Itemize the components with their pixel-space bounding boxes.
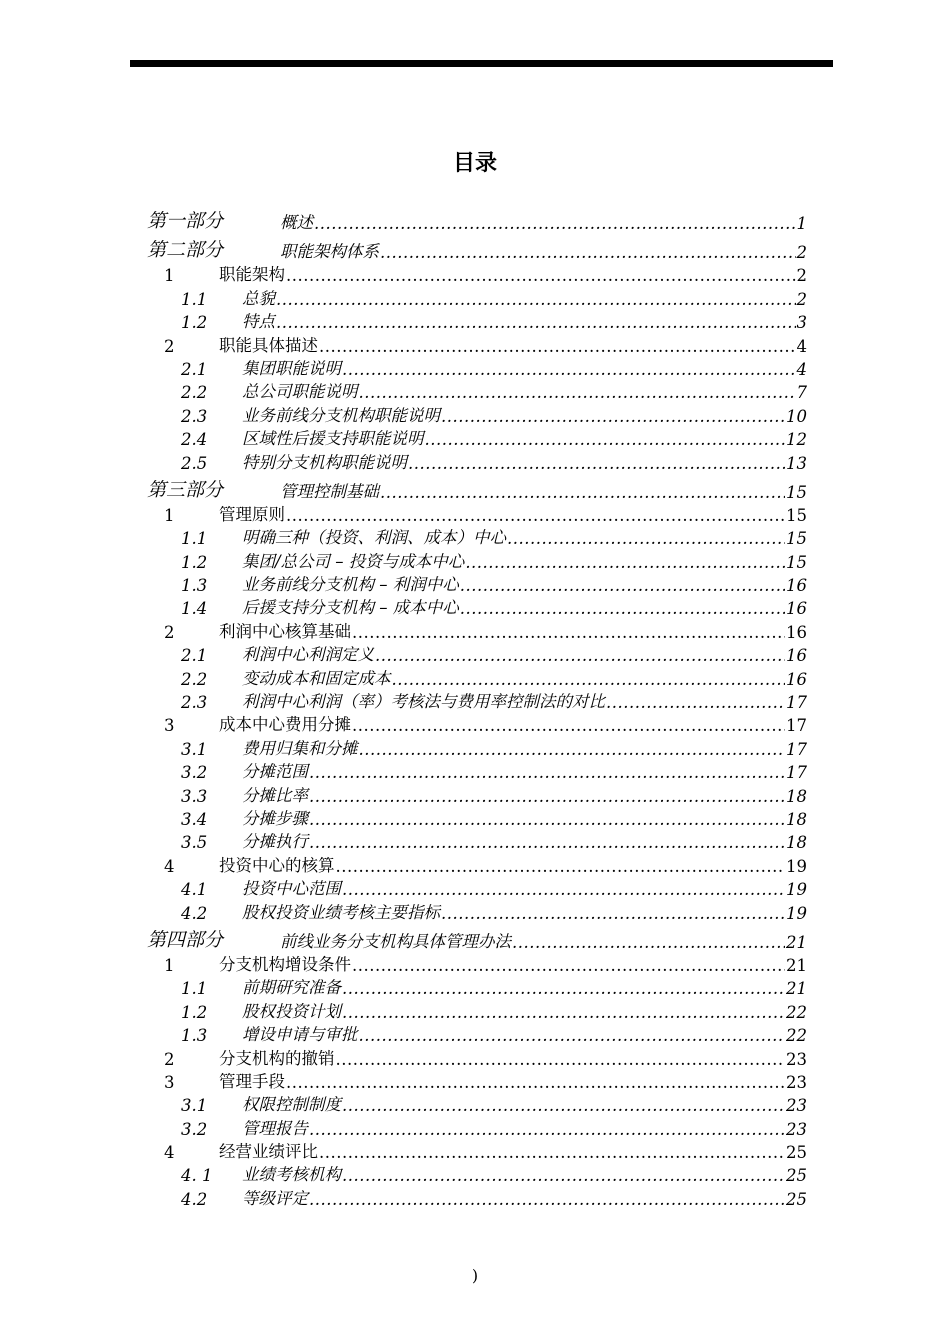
toc-entry[interactable] xyxy=(147,525,807,548)
toc-entry[interactable] xyxy=(147,595,807,618)
toc-entry[interactable] xyxy=(147,998,807,1021)
toc-entry-number: 4. 1 xyxy=(181,1166,213,1186)
toc-entry[interactable] xyxy=(147,379,807,402)
toc-entry-page: 4 xyxy=(796,359,807,379)
toc-entry-number: 1 xyxy=(164,505,175,525)
toc-entry-number: 1 xyxy=(164,266,175,286)
toc-leader-dots xyxy=(286,1073,785,1092)
toc-entry-number: 2.4 xyxy=(181,430,208,450)
toc-entry-number: 1.2 xyxy=(181,313,208,333)
toc-entry-title: 经营业绩评比 xyxy=(219,1142,318,1162)
toc-entry[interactable] xyxy=(147,262,807,285)
toc-entry-number: 4.2 xyxy=(181,903,208,923)
toc-leader-dots xyxy=(276,313,796,332)
toc-entry[interactable] xyxy=(147,502,807,525)
toc-entry-number: 4 xyxy=(164,856,175,876)
toc-entry-title: 业绩考核机构 xyxy=(242,1165,341,1185)
toc-entry-title: 分摊范围 xyxy=(242,762,308,782)
toc-entry[interactable] xyxy=(147,572,807,595)
toc-leader-dots xyxy=(352,623,785,642)
toc-entry[interactable] xyxy=(147,233,807,262)
toc-entry-page: 22 xyxy=(786,1002,807,1022)
toc-entry-title: 职能具体描述 xyxy=(219,335,318,355)
toc-entry-title: 变动成本和固定成本 xyxy=(242,668,391,688)
page-title: 目录 xyxy=(452,151,497,176)
toc-entry-title: 利润中心核算基础 xyxy=(219,621,351,641)
toc-entry-page: 15 xyxy=(786,482,807,502)
toc-leader-dots xyxy=(507,529,785,548)
toc-entry[interactable] xyxy=(147,829,807,852)
toc-entry-number: 2 xyxy=(164,1049,175,1069)
toc-leader-dots xyxy=(309,787,785,806)
page-footer: ) xyxy=(471,1266,479,1285)
toc-entry-number: 4.1 xyxy=(181,880,208,900)
toc-entry-number: 2.1 xyxy=(181,646,208,666)
toc-entry-page: 15 xyxy=(786,529,807,549)
toc-entry-number: 2.1 xyxy=(181,359,208,379)
toc-entry-title: 管理原则 xyxy=(219,504,285,524)
toc-entry-title: 投资中心的核算 xyxy=(219,855,335,875)
toc-entry-title: 管理报告 xyxy=(242,1118,308,1138)
toc-entry-number: 2.3 xyxy=(181,693,208,713)
toc-entry-number: 第一部分 xyxy=(147,210,224,232)
toc-entry[interactable] xyxy=(147,1069,807,1092)
toc-leader-dots xyxy=(276,290,796,309)
toc-leader-dots xyxy=(342,979,785,998)
toc-entry[interactable] xyxy=(147,1115,807,1138)
toc-entry-title: 管理控制基础 xyxy=(280,481,379,501)
toc-leader-dots xyxy=(342,1003,785,1022)
toc-entry-page: 23 xyxy=(786,1072,807,1092)
toc-entry-page: 2 xyxy=(796,243,807,262)
toc-entry-number: 1.3 xyxy=(181,1026,208,1046)
toc-entry-page: 18 xyxy=(786,786,807,806)
toc-leader-dots xyxy=(309,810,785,829)
toc-leader-dots xyxy=(408,454,785,473)
toc-entry-number: 3.2 xyxy=(181,763,208,783)
toc-entry-title: 管理手段 xyxy=(219,1071,285,1091)
toc-entry[interactable] xyxy=(147,1022,807,1045)
toc-entry-title: 职能架构 xyxy=(219,265,285,285)
toc-leader-dots xyxy=(342,1096,785,1115)
toc-entry-title: 费用归集和分摊 xyxy=(242,738,358,758)
toc-entry[interactable] xyxy=(147,1092,807,1115)
toc-entry-title: 前线业务分支机构具体管理办法 xyxy=(280,931,511,951)
toc-entry-number: 3.1 xyxy=(181,739,208,759)
toc-entry-title: 特别分支机构职能说明 xyxy=(242,452,407,472)
toc-leader-dots xyxy=(392,670,786,689)
toc-entry-page: 1 xyxy=(796,214,807,233)
toc-leader-dots xyxy=(512,933,785,952)
toc-entry-title: 分支机构的撤销 xyxy=(219,1048,335,1068)
toc-entry-page: 19 xyxy=(786,856,807,876)
toc-entry[interactable] xyxy=(147,1185,807,1208)
toc-leader-dots xyxy=(441,904,785,923)
toc-leader-dots xyxy=(352,956,785,975)
toc-entry-page: 16 xyxy=(786,669,807,689)
toc-leader-dots xyxy=(375,646,785,665)
toc-entry[interactable] xyxy=(147,473,807,502)
toc-leader-dots xyxy=(359,1026,786,1045)
toc-leader-dots xyxy=(359,383,796,402)
toc-entry[interactable] xyxy=(147,1045,807,1068)
table-of-contents xyxy=(147,204,807,1209)
toc-entry-title: 增设申请与审批 xyxy=(242,1025,358,1045)
toc-entry[interactable] xyxy=(147,285,807,308)
toc-entry-title: 分摊步骤 xyxy=(242,808,308,828)
toc-entry-title: 职能架构体系 xyxy=(280,242,379,261)
toc-entry-number: 1.1 xyxy=(181,979,208,999)
toc-entry-number: 2.3 xyxy=(181,406,208,426)
toc-leader-dots xyxy=(286,266,796,285)
toc-entry-title: 特点 xyxy=(242,312,275,332)
toc-entry-page: 25 xyxy=(786,1189,807,1209)
toc-entry-title: 总公司职能说明 xyxy=(242,382,358,402)
toc-entry-number: 2.5 xyxy=(181,453,208,473)
toc-entry-page: 22 xyxy=(786,1026,807,1046)
toc-entry[interactable] xyxy=(147,618,807,641)
toc-entry-page: 15 xyxy=(786,552,807,572)
toc-entry[interactable] xyxy=(147,309,807,332)
toc-entry-title: 集团职能说明 xyxy=(242,358,341,378)
toc-entry-page: 12 xyxy=(786,430,807,450)
toc-leader-dots xyxy=(309,763,785,782)
toc-entry-page: 21 xyxy=(786,955,807,975)
toc-entry-number: 3.2 xyxy=(181,1119,208,1139)
toc-entry-page: 2 xyxy=(796,266,807,286)
toc-entry-number: 1.1 xyxy=(181,529,208,549)
toc-entry-number: 3 xyxy=(164,716,175,736)
toc-entry-page: 4 xyxy=(796,336,807,356)
toc-entry-page: 18 xyxy=(786,809,807,829)
toc-entry-number: 4 xyxy=(164,1143,175,1163)
toc-entry[interactable] xyxy=(147,665,807,688)
toc-entry-number: 第四部分 xyxy=(147,928,224,951)
toc-leader-dots xyxy=(314,214,796,233)
toc-entry-page: 23 xyxy=(786,1119,807,1139)
toc-leader-dots xyxy=(319,1143,785,1162)
toc-leader-dots xyxy=(336,857,786,876)
toc-entry[interactable] xyxy=(147,975,807,998)
toc-leader-dots xyxy=(460,576,785,595)
toc-entry-title: 业务前线分支机构职能说明 xyxy=(242,405,440,425)
toc-entry-page: 17 xyxy=(786,693,807,713)
toc-entry[interactable] xyxy=(147,332,807,355)
toc-leader-dots xyxy=(380,483,785,502)
toc-leader-dots xyxy=(286,506,785,525)
toc-leader-dots xyxy=(309,833,785,852)
toc-entry-title: 分摊比率 xyxy=(242,785,308,805)
toc-entry-page: 21 xyxy=(786,979,807,999)
toc-entry[interactable] xyxy=(147,204,807,233)
toc-entry-number: 3.5 xyxy=(181,833,208,853)
toc-leader-dots xyxy=(319,337,796,356)
toc-entry-title: 前期研究准备 xyxy=(242,978,341,998)
toc-entry-title: 后援支持分支机构 – 成本中心 xyxy=(242,598,459,618)
toc-entry[interactable] xyxy=(147,923,807,952)
toc-entry-page: 23 xyxy=(786,1096,807,1116)
toc-entry[interactable] xyxy=(147,759,807,782)
toc-entry-page: 7 xyxy=(796,383,807,403)
toc-entry[interactable] xyxy=(147,899,807,922)
toc-entry-title: 股权投资计划 xyxy=(242,1001,341,1021)
toc-entry[interactable] xyxy=(147,402,807,425)
toc-entry[interactable] xyxy=(147,1139,807,1162)
toc-entry-title: 集团/总公司 – 投资与成本中心 xyxy=(242,551,465,571)
toc-entry-title: 分摊执行 xyxy=(242,832,308,852)
toc-entry-page: 10 xyxy=(786,406,807,426)
toc-leader-dots xyxy=(336,1050,786,1069)
toc-entry-title: 成本中心费用分摊 xyxy=(219,715,351,735)
toc-leader-dots xyxy=(352,716,785,735)
toc-entry-page: 16 xyxy=(786,646,807,666)
toc-leader-dots xyxy=(465,553,785,572)
toc-entry-page: 17 xyxy=(786,739,807,759)
toc-entry-title: 业务前线分支机构 – 利润中心 xyxy=(242,575,459,595)
toc-entry-title: 分支机构增设条件 xyxy=(219,954,351,974)
toc-entry-number: 1.3 xyxy=(181,576,208,596)
toc-entry-number: 2.2 xyxy=(181,669,208,689)
toc-entry-page: 25 xyxy=(786,1143,807,1163)
toc-leader-dots xyxy=(309,1120,785,1139)
toc-entry[interactable] xyxy=(147,735,807,758)
toc-entry-page: 25 xyxy=(786,1166,807,1186)
toc-entry-number: 第二部分 xyxy=(147,239,224,261)
toc-entry[interactable] xyxy=(147,449,807,472)
toc-entry-title: 区域性后援支持职能说明 xyxy=(242,429,424,449)
toc-entry[interactable] xyxy=(147,356,807,379)
toc-leader-dots xyxy=(425,430,786,449)
toc-entry-page: 17 xyxy=(786,763,807,783)
toc-leader-dots xyxy=(359,740,786,759)
toc-entry-title: 利润中心利润（率）考核法与费用率控制法的对比 xyxy=(242,692,605,712)
toc-entry-number: 1.4 xyxy=(181,599,208,619)
toc-entry-title: 投资中心范围 xyxy=(242,879,341,899)
toc-entry-title: 权限控制制度 xyxy=(242,1095,341,1115)
toc-entry[interactable] xyxy=(147,876,807,899)
toc-leader-dots xyxy=(342,880,785,899)
toc-leader-dots xyxy=(342,1166,785,1185)
toc-entry-page: 18 xyxy=(786,833,807,853)
toc-entry[interactable] xyxy=(147,852,807,875)
toc-entry-title: 股权投资业绩考核主要指标 xyxy=(242,902,440,922)
toc-entry-page: 21 xyxy=(786,932,807,952)
toc-entry-title: 利润中心利润定义 xyxy=(242,645,374,665)
toc-entry[interactable] xyxy=(147,548,807,571)
toc-entry-page: 3 xyxy=(796,313,807,333)
toc-entry[interactable] xyxy=(147,689,807,712)
toc-entry-title: 明确三种（投资、利润、成本）中心 xyxy=(242,528,506,548)
toc-entry[interactable] xyxy=(147,952,807,975)
toc-entry-number: 2 xyxy=(164,622,175,642)
toc-entry-page: 19 xyxy=(786,903,807,923)
toc-entry-number: 4.2 xyxy=(181,1189,208,1209)
toc-entry-page: 17 xyxy=(786,716,807,736)
toc-entry-page: 23 xyxy=(786,1049,807,1069)
toc-entry-page: 16 xyxy=(786,622,807,642)
toc-entry-page: 13 xyxy=(786,453,807,473)
toc-leader-dots xyxy=(606,693,785,712)
toc-entry-number: 3.1 xyxy=(181,1096,208,1116)
toc-entry[interactable] xyxy=(147,712,807,735)
toc-entry[interactable] xyxy=(147,782,807,805)
toc-entry-number: 1.1 xyxy=(181,289,208,309)
toc-entry[interactable] xyxy=(147,1162,807,1185)
toc-entry-title: 等级评定 xyxy=(242,1188,308,1208)
toc-leader-dots xyxy=(309,1190,785,1209)
toc-entry[interactable] xyxy=(147,426,807,449)
toc-entry-number: 2.2 xyxy=(181,383,208,403)
toc-entry-number: 3.4 xyxy=(181,809,208,829)
toc-entry-number: 3.3 xyxy=(181,786,208,806)
toc-entry-number: 3 xyxy=(164,1072,175,1092)
toc-entry-number: 第三部分 xyxy=(147,478,224,501)
toc-entry-number: 1.2 xyxy=(181,1002,208,1022)
toc-leader-dots xyxy=(380,243,796,262)
toc-entry-number: 1.2 xyxy=(181,552,208,572)
toc-entry-title: 概述 xyxy=(280,213,313,232)
toc-leader-dots xyxy=(460,599,785,618)
toc-leader-dots xyxy=(342,360,796,379)
toc-leader-dots xyxy=(441,407,785,426)
toc-entry-page: 19 xyxy=(786,880,807,900)
toc-entry-page: 16 xyxy=(786,599,807,619)
toc-entry-page: 16 xyxy=(786,576,807,596)
toc-entry-title: 总貌 xyxy=(242,288,275,308)
toc-entry-number: 2 xyxy=(164,336,175,356)
toc-entry-page: 2 xyxy=(796,289,807,309)
top-rule xyxy=(130,60,833,67)
toc-entry-page: 15 xyxy=(786,505,807,525)
toc-entry[interactable] xyxy=(147,806,807,829)
toc-entry-number: 1 xyxy=(164,955,175,975)
toc-entry[interactable] xyxy=(147,642,807,665)
